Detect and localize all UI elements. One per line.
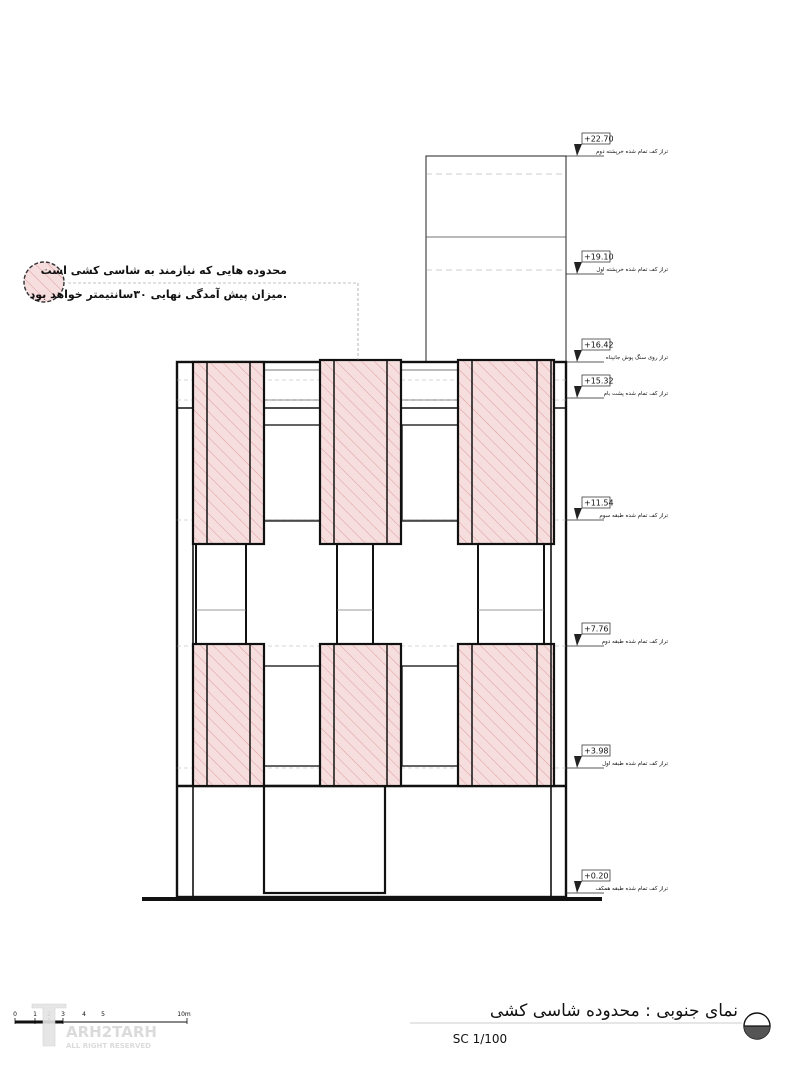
- svg-text:10m: 10m: [177, 1011, 191, 1018]
- svg-text:+3.98: +3.98: [584, 746, 609, 756]
- level-marker: [566, 870, 668, 893]
- svg-text:0: 0: [13, 1011, 17, 1018]
- legend-note: [24, 262, 358, 360]
- svg-text:3: 3: [61, 1011, 65, 1018]
- svg-text:4: 4: [82, 1011, 86, 1018]
- svg-text:تراز کف تمام شده خرپشته دوم: تراز کف تمام شده خرپشته دوم: [596, 149, 668, 155]
- logo-watermark: [32, 1004, 157, 1050]
- svg-text:5: 5: [101, 1011, 105, 1018]
- svg-text:تراز کف تمام شده طبقه همکف: تراز کف تمام شده طبقه همکف: [595, 886, 668, 892]
- svg-text:+0.20: +0.20: [584, 871, 609, 881]
- section-marker-icon: [744, 1013, 770, 1039]
- svg-text:تراز کف تمام شده طبقه اول: تراز کف تمام شده طبقه اول: [602, 761, 668, 767]
- svg-text:+19.10: +19.10: [584, 252, 614, 262]
- svg-text:+7.76: +7.76: [584, 624, 609, 634]
- svg-text:+16.42: +16.42: [584, 340, 614, 350]
- note-line-2: میزان پیش آمدگی نهایی ۳۰سانتیمتر خواهد بود.: [29, 288, 287, 301]
- level-marker: [566, 497, 668, 520]
- level-marker: [566, 251, 668, 274]
- level-marker: [566, 339, 668, 362]
- svg-text:تراز کف تمام شده طبقه دوم: تراز کف تمام شده طبقه دوم: [601, 639, 668, 645]
- drawing-title: نمای جنوبی : محدوده شاسی کشی: [489, 1001, 738, 1021]
- svg-text:+15.32: +15.32: [584, 376, 614, 386]
- title-block: [410, 1001, 770, 1046]
- level-marker: [566, 623, 668, 646]
- chassis-zone: [320, 644, 401, 786]
- svg-text:تراز کف تمام شده پشت بام: تراز کف تمام شده پشت بام: [603, 391, 668, 397]
- svg-text:تراز کف تمام شده خرپشته اول: تراز کف تمام شده خرپشته اول: [596, 267, 668, 273]
- svg-text:1: 1: [33, 1011, 37, 1018]
- svg-text:تراز روی سنگ پوش جانپناه: تراز روی سنگ پوش جانپناه: [605, 355, 668, 361]
- svg-text:+22.70: +22.70: [584, 134, 614, 144]
- chassis-zone: [193, 362, 264, 544]
- level-marker: [426, 133, 668, 156]
- level-marker: [566, 745, 668, 768]
- stair-tower: [426, 156, 566, 362]
- svg-text:تراز کف تمام شده طبقه سوم: تراز کف تمام شده طبقه سوم: [599, 513, 668, 519]
- note-line-1: محدوده هایی که نیازمند به شاسی کشی است: [40, 264, 287, 277]
- chassis-zone: [320, 360, 401, 544]
- drawing-scale: SC 1/100: [452, 1032, 508, 1046]
- svg-text:ALL RIGHT RESERVED: ALL RIGHT RESERVED: [66, 1042, 151, 1050]
- chassis-zone: [193, 644, 264, 786]
- level-marker: [566, 375, 668, 398]
- svg-text:ARH2TARH: ARH2TARH: [66, 1023, 157, 1041]
- svg-text:+11.54: +11.54: [584, 498, 614, 508]
